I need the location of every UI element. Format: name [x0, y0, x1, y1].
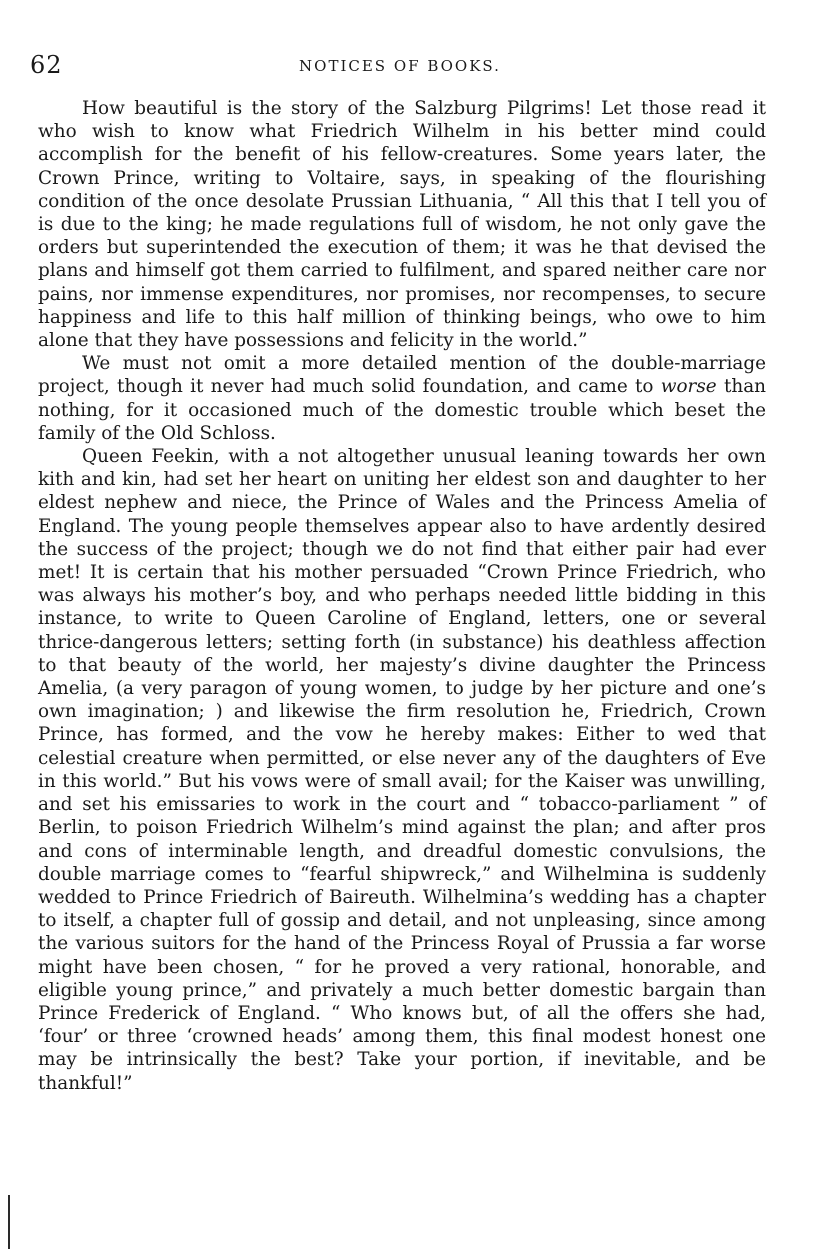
paragraph-salzburg-pilgrims: How beautiful is the story of the Salzburg Pilgrims! Let those read it who wish to know what Friedrich Wilhelm in his better mind could accomplish for the benefit of his fellow-creatures. Some years later, the Crown Prince, writing to Voltaire, says, in speaking of the flourishing condition of the once desolate Prussian Lithuania, “ All this that I tell you of is due to the king; he made regulations full of wisdom, he not only gave the orders but superintended the execution of them; it was he that devised the plans and himself got them carried to fulfilment, and spared neither care nor pains, nor immense expenditures, nor promises, nor recompenses, to secure happiness and life to this half million of thinking beings, who owe to him alone that they have possessions and felicity in the world.”: [38, 98, 766, 352]
italic-word: worse: [660, 376, 717, 398]
margin-rule: [8, 1195, 10, 1249]
running-title: NOTICES OF BOOKS.: [299, 57, 501, 75]
body-text: [38, 97, 766, 1095]
paragraph-text-segment: We must not omit a more detailed mention of the double-marriage project, though it never had much solid foundation, and came to: [38, 353, 766, 398]
page-header: [30, 50, 770, 86]
paragraph-text-segment: than nothing, for it occasioned much of the domestic trouble which beset the family of the Old Schloss.: [38, 376, 766, 444]
paragraph-double-marriage: [38, 352, 766, 445]
paragraph-queen-feekin: Queen Feekin, with a not altogether unusual leaning towards her own kith and kin, had set her heart on uniting her eldest son and daughter to her eldest nephew and niece, the Prince of Wales and the Princess Amelia of England. The young people themselves appear also to have ardently desired the success of the project; though we do not find that either pair had ever met! It is certain that his mother persuaded “Crown Prince Friedrich, who was always his mother’s boy, and who perhaps needed little bidding in this instance, to write to Queen Caroline of England, letters, one or several thrice-dangerous letters; setting forth (in substance) his deathless affection to that beauty of the world, her majesty’s divine daughter the Princess Amelia, (a very paragon of young women, to judge by her picture and one’s own imagination; ) and likewise the firm resolution he, Friedrich, Crown Prince, has formed, and the vow he hereby makes: Either to wed that celestial creature when permitted, or else never any of the daughters of Eve in this world.” But his vows were of small avail; for the Kaiser was unwilling, and set his emissaries to work in the court and “ tobacco-parliament ” of Berlin, to poison Friedrich Wilhelm’s mind against the plan; and after pros and cons of interminable length, and dreadful domestic convulsions, the double marriage comes to “fearful shipwreck,” and Wilhelmina is suddenly wedded to Prince Friedrich of Baireuth. Wilhelmina’s wedding has a chapter to itself, a chapter full of gossip and detail, and not unpleasing, since among the various suitors for the hand of the Princess Royal of Prussia a far worse might have been chosen, “ for he proved a very rational, honorable, and eligible young prince,” and privately a much better domestic bargain than Prince Frederick of England. “ Who knows but, of all the offers she had, ‘four’ or three ‘crowned heads’ among them, this final modest honest one may be intrinsically the best? Take your portion, if inevitable, and be thankful!”: [38, 446, 766, 1094]
page-number: 62: [30, 51, 63, 79]
